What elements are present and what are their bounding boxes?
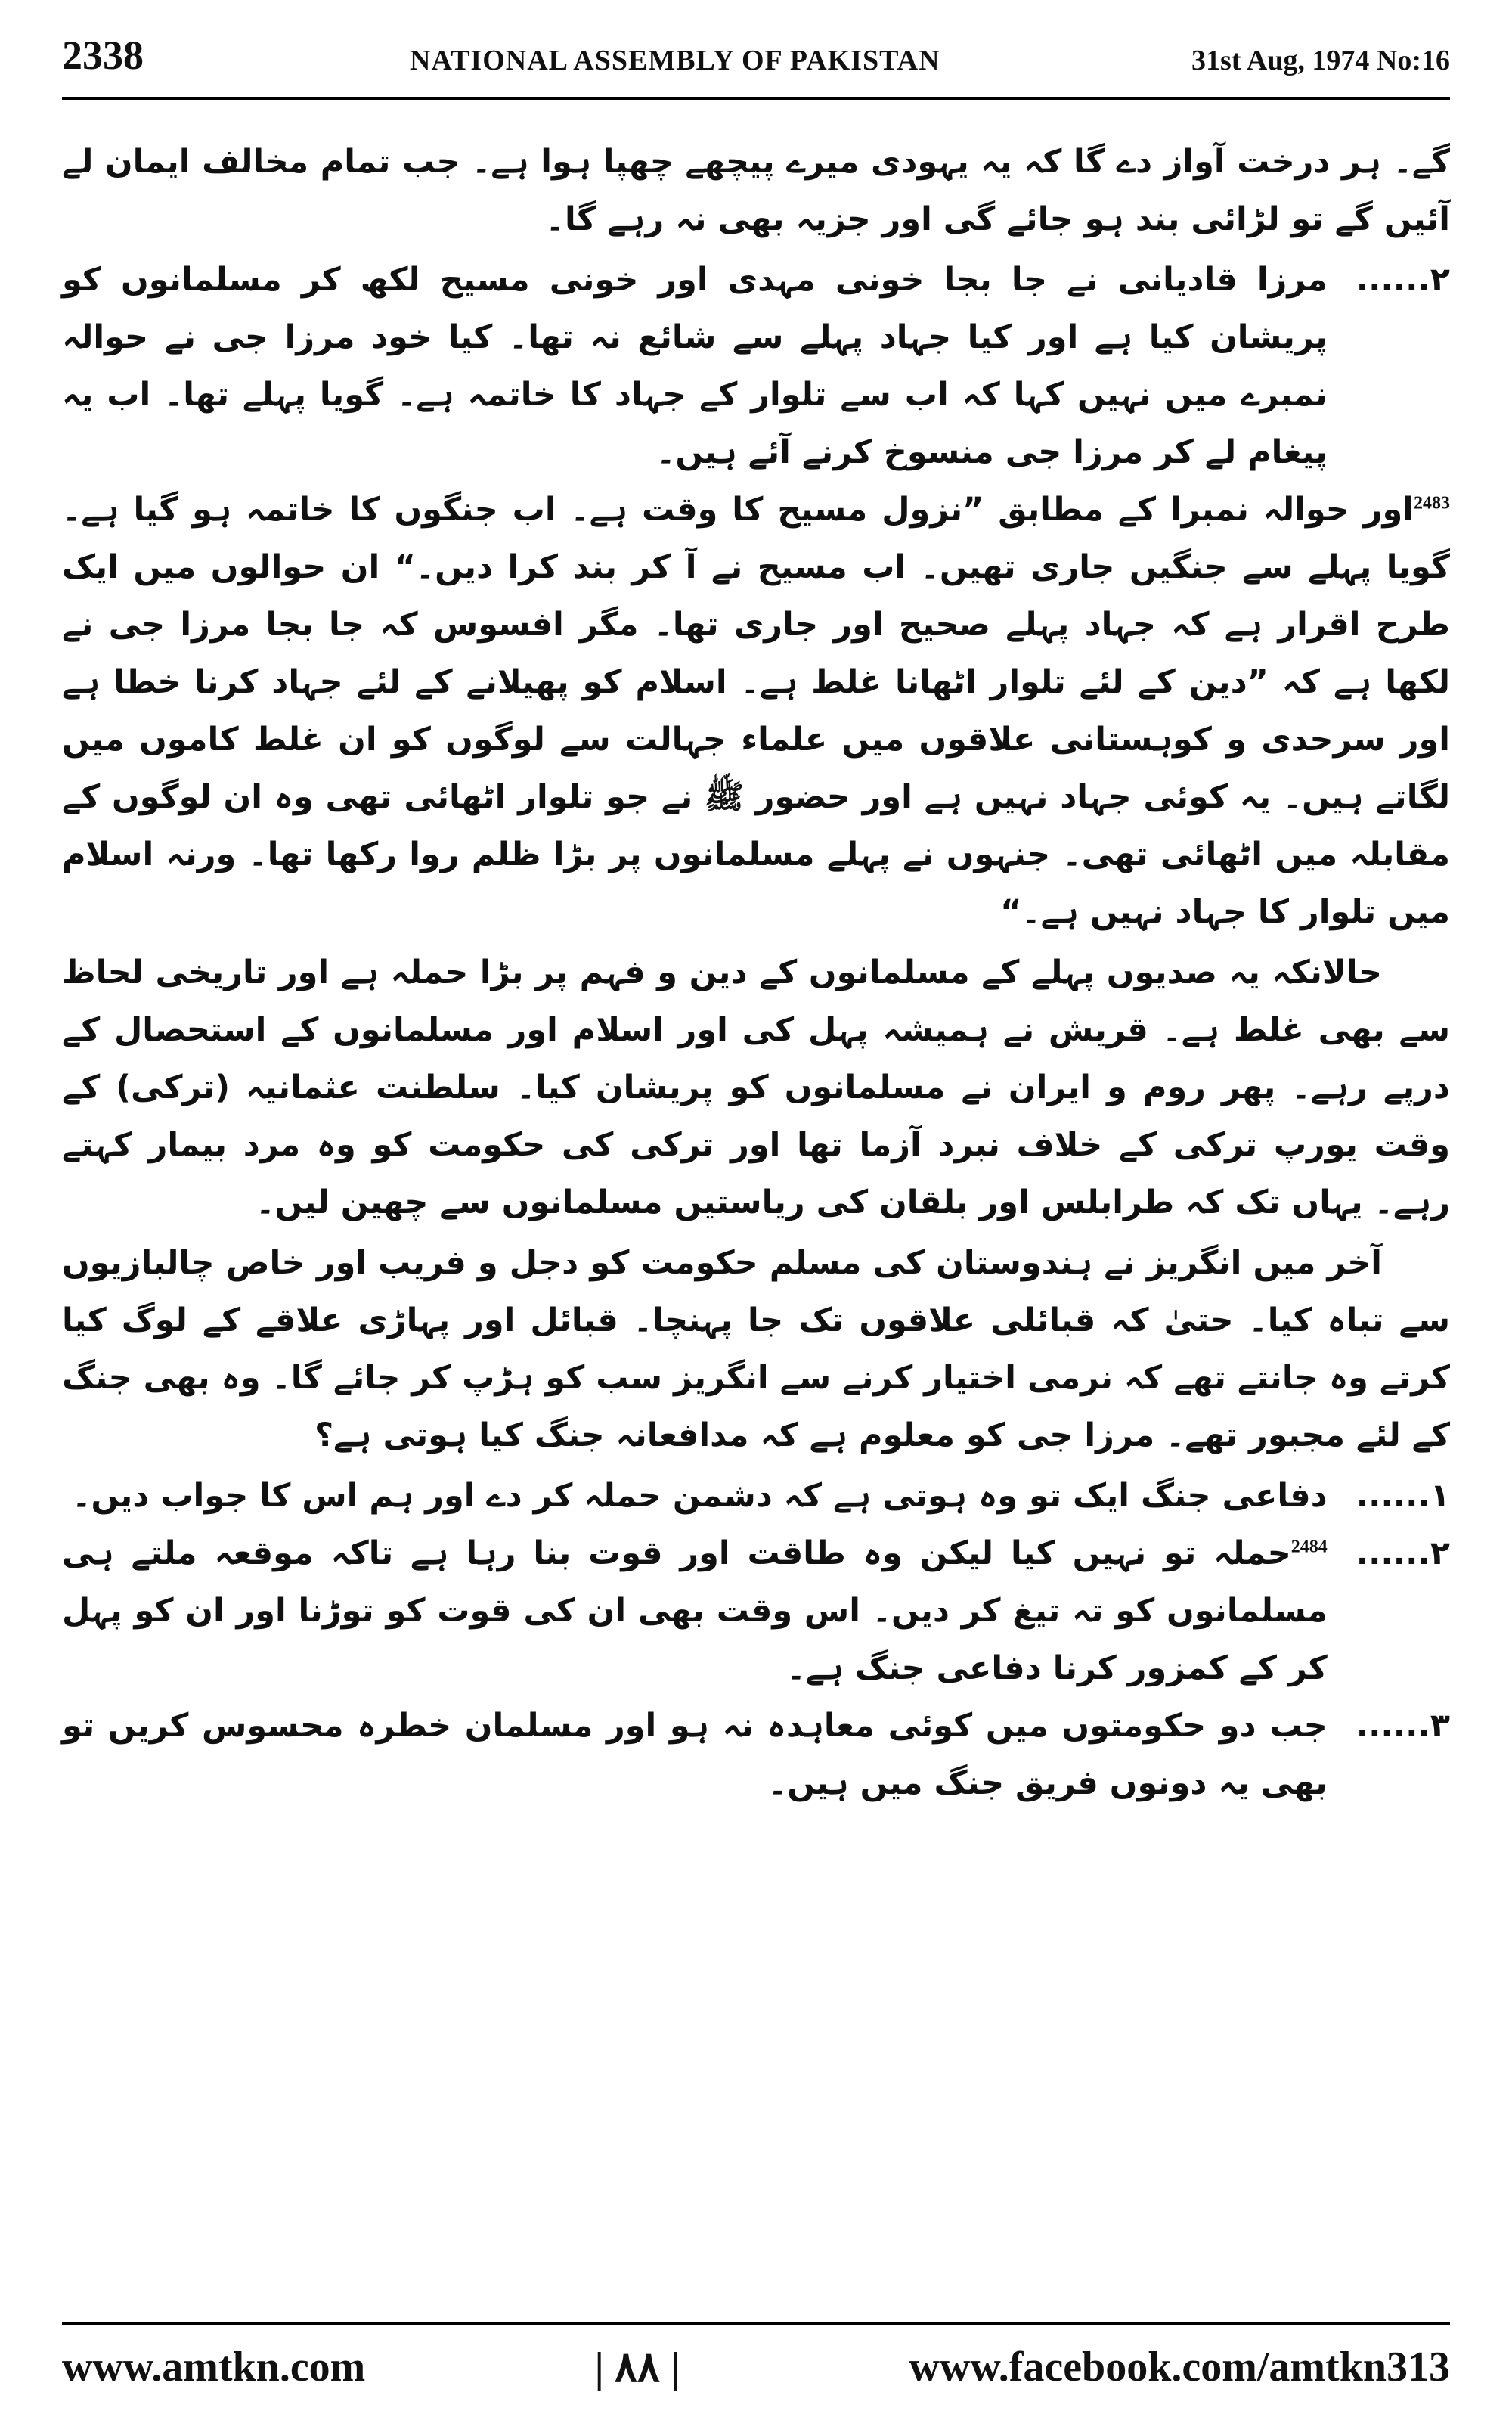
book-page-number: | ۸۸ | (594, 2344, 680, 2391)
item-number: ۲...... (1356, 1534, 1450, 1572)
footer-rule (62, 2322, 1450, 2325)
header-title: NATIONAL ASSEMBLY OF PAKISTAN (410, 45, 940, 76)
item-text: $^{2484}$حملہ تو نہیں کیا لیکن وہ طاقت اور قوت بنا رہا ہے تاکہ موقعہ ملتے ہی مسلمانوں کو تہ تیغ کر دیں۔ اس وقت بھی ان کی قوت کو توڑنا اور ان کو پہل کر کے کمزور کرنا دفاعی جنگ ہے۔ (62, 1534, 1328, 1687)
footnote-ref: 2484 (1290, 1537, 1328, 1557)
paragraph: گے۔ ہر درخت آواز دے گا کہ یہ یہودی میرے پیچھے چھپا ہوا ہے۔ جب تمام مخالف ایمان لے آئیں گے تو لڑائی بند ہو جائے گی اور جزیہ بھی نہ رہے گا۔ (62, 143, 1450, 238)
site-link[interactable]: www.amtkn.com (62, 2344, 366, 2391)
item-text: جب دو حکومتوں میں کوئی معاہدہ نہ ہو اور مسلمان خطرہ محسوس کریں تو بھی یہ دونوں فریق جنگ میں ہیں۔ (62, 1707, 1328, 1802)
page-number: 2338 (62, 33, 144, 78)
item-text: مرزا قادیانی نے جا بجا خونی مہدی اور خونی مسیح لکھ کر مسلمانوں کو پریشان کیا ہے اور کیا جہاد پہلے سے شائع نہ تھا۔ کیا خود مرزا جی نے حوالہ نمبرے میں نہیں کہا کہ اب سے تلوار کے جہاد کا خاتمہ ہے۔ گویا پہلے تھا۔ اب یہ پیغام لے کر مرزا جی منسوخ کرنے آئے ہیں۔ (62, 261, 1328, 471)
list-item (62, 251, 1450, 481)
paragraph: حالانکہ یہ صدیوں پہلے کے مسلمانوں کے دین و فہم پر بڑا حملہ ہے اور تاریخی لحاظ سے بھی غلط ہے۔ قریش نے ہمیشہ پہل کی اور اسلام اور مسلمانوں کے استحصال کے درپے رہے۔ پھر روم و ایران نے مسلمانوں کو پریشان کیا۔ سلطنت عثمانیہ (ترکی) کے وقت یورپ ترکی کے خلاف نبرد آزما تھا اور ترکی کی حکومت کو وہ مرد بیمار کہتے رہے۔ یہاں تک کہ طرابلس اور بلقان کی ریاستیں مسلمانوں سے چھین لیں۔ (62, 954, 1450, 1221)
item-number: ۱...... (1356, 1477, 1450, 1515)
item-text: دفاعی جنگ ایک تو وہ ہوتی ہے کہ دشمن حملہ کر دے اور ہم اس کا جواب دیں۔ (72, 1477, 1328, 1515)
item-number: ۳...... (1356, 1707, 1450, 1745)
list-item (62, 1525, 1450, 1697)
facebook-link[interactable]: www.facebook.com/amtkn313 (909, 2344, 1450, 2391)
page-footer (62, 2337, 1450, 2397)
header-date: 31st Aug, 1974 No:16 (1191, 45, 1450, 76)
footnote-ref: 2483 (1414, 493, 1450, 513)
paragraph: آخر میں انگریز نے ہندوستان کی مسلم حکومت کو دجل و فریب اور خاص چالبازیوں سے تباہ کیا۔ حتیٰ کہ قبائلی علاقوں تک جا پہنچا۔ قبائل اور پہاڑی علاقے کے لوگ کیا کرتے وہ جانتے تھے کہ نرمی اختیار کرنے سے انگریز سب کو ہڑپ کر جائے گا۔ وہ بھی جنگ کے لئے مجبور تھے۔ مرزا جی کو معلوم ہے کہ مدافعانہ جنگ کیا ہوتی ہے؟ (62, 1244, 1450, 1454)
item-number: ۲...... (1356, 261, 1450, 299)
paragraph: $^{2483}$اور حوالہ نمبرا کے مطابق ”نزول مسیح کا وقت ہے۔ اب جنگوں کا خاتمہ ہو گیا ہے۔ گویا پہلے سے جنگیں جاری تھیں۔ اب مسیح نے آ کر بند کرا دیں۔“ ان حوالوں میں ایک طرح اقرار ہے کہ جہاد پہلے صحیح اور جاری تھا۔ مگر افسوس کہ جا بجا مرزا جی نے لکھا ہے کہ ”دین کے لئے تلوار اٹھانا غلط ہے۔ اسلام کو پھیلانے کے لئے جہاد کرنا خطا ہے اور سرحدی و کوہستانی علاقوں میں علماء جہالت سے لوگوں کو ان غلط کاموں میں لگاتے ہیں۔ یہ کوئی جہاد نہیں ہے اور حضور ﷺ نے جو تلوار اٹھائی تھی وہ ان لوگوں کے مقابلہ میں اٹھائی تھی۔ جنہوں نے پہلے مسلمانوں پر بڑا ظلم روا رکھا تھا۔ ورنہ اسلام میں تلوار کا جہاد نہیں ہے۔“ (62, 491, 1450, 931)
list-item (62, 1697, 1450, 1812)
document-body (62, 133, 1450, 1812)
list-item (62, 1467, 1450, 1525)
page-header (62, 32, 1450, 92)
header-rule (62, 97, 1450, 100)
